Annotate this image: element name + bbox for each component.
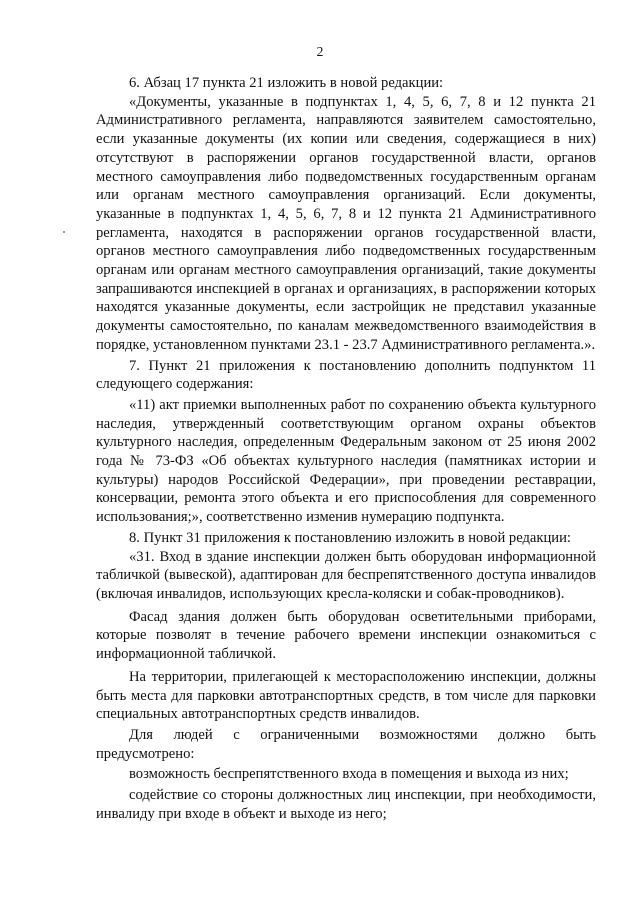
paragraph-quote-documents: «Документы, указанные в подпунктах 1, 4, 5, 6, 7, 8 и 12 пункта 21 Административного регламента, направляются заявителем самостоятельно, если указанные документы (их копии или сведения, содержащиеся в них) отсутствуют в распоряжении органов государственной власти, органов местного самоуправления либо подведомственных государственным органам или органам местного самоуправления организаций. Если документы, указанные в подпунктах 1, 4, 5, 6, 7, 8 и 12 пункта 21 Административного регламента, находятся в распоряжении органов государственной власти, органов местного самоуправления либо подведомственных государственным органам или органам местного самоуправления организаций, такие документы запрашиваются инспекцией в органах и организациях, в распоряжении которых находятся указанные документы, если застройщик не представил указанные документы самостоятельно, по каналам межведомственного взаимодействия в порядке, установленном пунктами 23.1 - 23.7 Административного регламента.».	[96, 93, 596, 353]
paragraph-item-8: 8. Пункт 31 приложения к постановлению изложить в новой редакции:	[129, 529, 571, 546]
margin-mark	[63, 231, 65, 233]
paragraph-item-31-entrance: «31. Вход в здание инспекции должен быть оборудован информационной табличкой (вывеской), адаптирован для беспрепятственного доступа инвалидов (включая инвалидов, использующих кресла-коляски и собак-проводников).	[96, 548, 596, 602]
paragraph-accessibility-intro: Для людей с ограниченными возможностями должно быть предусмотрено:	[96, 726, 596, 762]
paragraph-facade: Фасад здания должен быть оборудован осветительными приборами, которые позволят в течение рабочего времени инспекции ознакомиться с информационной табличкой.	[96, 608, 596, 663]
paragraph-item-7: 7. Пункт 21 приложения к постановлению дополнить подпунктом 11 следующего содержания:	[96, 357, 596, 393]
paragraph-free-access: возможность беспрепятственного входа в помещения и выхода из них;	[129, 766, 569, 783]
page-number: 2	[316, 44, 324, 59]
paragraph-item-6: 6. Абзац 17 пункта 21 изложить в новой редакции:	[129, 75, 444, 91]
paragraph-parking: На территории, прилегающей к месторасположению инспекции, должны быть места для парковки автотранспортных средств, в том числе для парковки специальных автотранспортных средств инвалидов.	[96, 668, 596, 723]
document-body	[96, 74, 596, 823]
paragraph-staff-assistance: содействие со стороны должностных лиц инспекции, при необходимости, инвалиду при входе в объект и выходе из него;	[96, 787, 596, 822]
paragraph-subitem-11: «11) акт приемки выполненных работ по сохранению объекта культурного наследия, утвержденный соответствующим органом охраны объектов культурного наследия, определенным Федеральным законом от 25 июня 2002 года № 73-ФЗ «Об объектах культурного наследия (памятниках истории и культуры) народов Российской Федерации», при проведении реставрации, консервации, ремонта этого объекта и его приспособления для современного использования;», соответственно изменив нумерацию подпункта.	[96, 396, 596, 526]
